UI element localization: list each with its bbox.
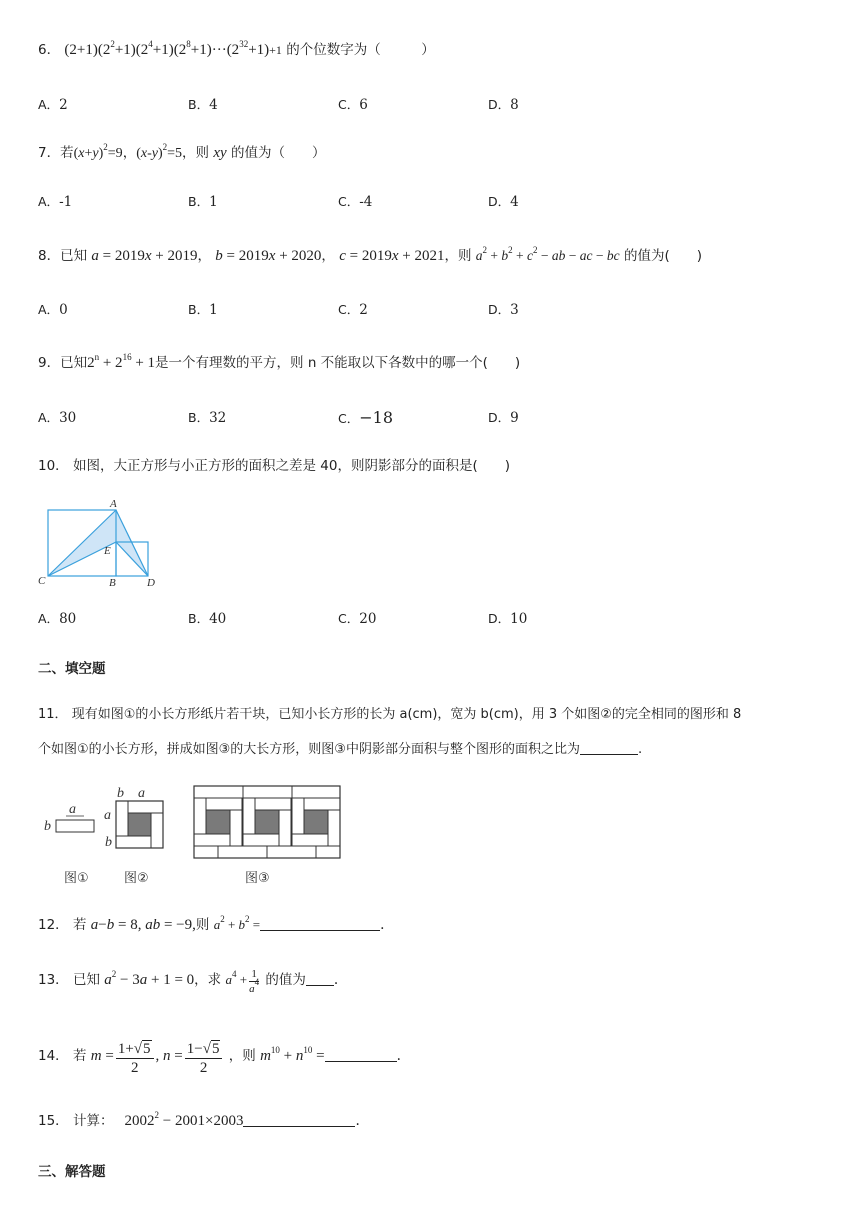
question-15: 15． 计算： $2002^2 - 2001\times 2003$ . [38, 1110, 360, 1129]
q8-a-def: a = 2019x + 2019 [91, 248, 198, 264]
fig2-caption: 图② [124, 871, 149, 886]
q10-figure [36, 496, 166, 588]
question-number: 12． [38, 917, 69, 933]
q8-options [38, 300, 738, 320]
figure-2 [104, 786, 163, 850]
question-text: 的个位数字为（ ） [286, 42, 435, 58]
q14-expression: $m^{10} + n^{10}$ = [260, 1045, 325, 1064]
answer-blank[interactable] [580, 740, 638, 755]
question-8: 8．已知 a = 2019x + 2019， b = 2019x + 2020， c = 2019x + 2021，则 $a^2 + b^2 + c^2$ − ab − ac − bc 的值为( ) [38, 245, 702, 264]
point-e-label: E [104, 545, 111, 557]
svg-text:a: a [138, 786, 145, 801]
svg-text:a: a [69, 802, 76, 817]
question-text: 如图，大正方形与小正方形的面积之差是 40，则阴影部分的面积是( ) [72, 458, 510, 474]
q12-expression: a−b = 8, ab = −9, [90, 917, 196, 933]
q8-c-def: c = 2019x + 2021 [339, 248, 445, 264]
answer-blank[interactable] [243, 1112, 355, 1127]
question-11-cont: 个如图①的小长方形，拼成如图③的大长方形，则图③中阴影部分面积与整个图形的面积之比为 . [38, 742, 643, 757]
option-d[interactable]: D．4 [488, 194, 519, 210]
fig1-caption: 图① [64, 871, 89, 886]
question-number: 13． [38, 972, 69, 988]
option-a[interactable]: A．2 [38, 97, 68, 113]
question-number: 6． [38, 42, 61, 58]
option-b[interactable]: B．32 [188, 410, 227, 426]
svg-text:b: b [44, 819, 51, 834]
question-number: 11． [38, 707, 68, 722]
question-13: 13． 已知 $a^2 - 3a + 1 = 0$，求 $a^4$ + $\frac{1}{a^4}$ 的值为 . [38, 968, 339, 995]
option-d[interactable]: D．3 [488, 302, 519, 318]
q13-equation: $a^2 - 3a + 1 = 0$ [104, 969, 195, 988]
question-number: 10． [38, 458, 69, 474]
question-6: 6． $(2+1)(2^2+1)(2^4+1)(2^8+1)\cdot\cdot\cdot(2^{32}+1)+1$ 的个位数字为（ ） [38, 39, 435, 58]
question-12: 12． 若 a−b = 8, ab = −9,则 $a^2 + b^2$ = . [38, 914, 385, 933]
option-b[interactable]: B．4 [188, 97, 218, 113]
option-c[interactable]: C．2 [338, 302, 368, 318]
question-14: 14． 若 m = $\frac{1+√5}{2}$ , n = $\frac{1-√5}{2}$ ，则 $m^{10} + n^{10}$ = . [38, 1041, 401, 1076]
q15-expression: $2002^2 - 2001\times 2003$ [124, 1110, 244, 1129]
question-10 [38, 456, 510, 476]
fig3-caption: 图③ [245, 871, 270, 886]
option-a[interactable]: A．30 [38, 410, 77, 426]
q14-m-def: m = [90, 1048, 114, 1064]
q7-eq2: $(x-y)^2=5$ [136, 142, 183, 161]
q6-options [38, 95, 738, 115]
small-rectangle [56, 820, 94, 832]
option-a[interactable]: A．80 [38, 611, 77, 627]
option-b[interactable]: B．40 [188, 611, 227, 627]
section-heading: 二、填空题 [38, 661, 106, 677]
option-b[interactable]: B．1 [188, 194, 218, 210]
question-number: 9． [38, 355, 61, 371]
q9-options [38, 408, 738, 428]
q7-xy: xy [213, 145, 227, 161]
option-b[interactable]: B．1 [188, 302, 218, 318]
figure-3 [194, 786, 340, 858]
option-d[interactable]: D．8 [488, 97, 519, 113]
answer-blank[interactable] [325, 1047, 397, 1062]
option-d[interactable]: D．9 [488, 410, 519, 426]
q9-expression: $2^n + 2^{16} + 1$ [87, 352, 156, 371]
question-number: 7． [38, 145, 61, 161]
q7-eq1: $(x+y)^2=9$ [73, 142, 123, 161]
svg-text:b: b [117, 786, 124, 801]
section-heading: 三、解答题 [38, 1164, 106, 1180]
point-d-label: D [147, 577, 155, 588]
answer-blank[interactable] [260, 916, 380, 931]
q8-b-def: b = 2019x + 2020 [215, 248, 322, 264]
question-number: 14． [38, 1048, 69, 1064]
option-a[interactable]: A．0 [38, 302, 68, 318]
option-c[interactable]: C．-4 [338, 194, 373, 210]
option-a[interactable]: A．-1 [38, 194, 73, 210]
point-a-label: A [110, 498, 117, 510]
q10-options [38, 609, 738, 629]
point-c-label: C [38, 575, 46, 587]
option-c[interactable]: C．6 [338, 97, 368, 113]
question-7: 7．若$(x+y)^2=9$，$(x-y)^2=5$，则 xy 的值为（ ） [38, 142, 326, 161]
svg-text:b: b [105, 835, 112, 850]
option-c[interactable]: C．20 [338, 611, 377, 627]
q7-options [38, 192, 738, 212]
question-number: 15． [38, 1113, 69, 1129]
option-c[interactable]: C．−18 [338, 408, 393, 427]
point-b-label: B [109, 577, 116, 588]
q8-expression: $a^2 + b^2 + c^2$ − ab − ac − bc [475, 245, 620, 263]
question-11: 11． 现有如图①的小长方形纸片若干块，已知小长方形的长为 a(cm)，宽为 b(cm)，用 3 个如图②的完全相同的图形和 8 [38, 707, 742, 722]
option-d[interactable]: D．10 [488, 611, 528, 627]
q13-expression: $a^4$ + [225, 969, 248, 987]
question-9: 9．已知$2^n + 2^{16} + 1$是一个有理数的平方，则 n 不能取以下各数中的哪一个( ) [38, 352, 521, 371]
svg-text:a: a [104, 808, 111, 823]
q6-expression: $(2+1)(2^2+1)(2^4+1)(2^8+1)\cdot\cdot\cdot(2^{32}+1)$ [64, 39, 270, 58]
answer-blank[interactable] [306, 971, 334, 986]
question-number: 8． [38, 248, 61, 264]
q11-figures [40, 782, 350, 890]
